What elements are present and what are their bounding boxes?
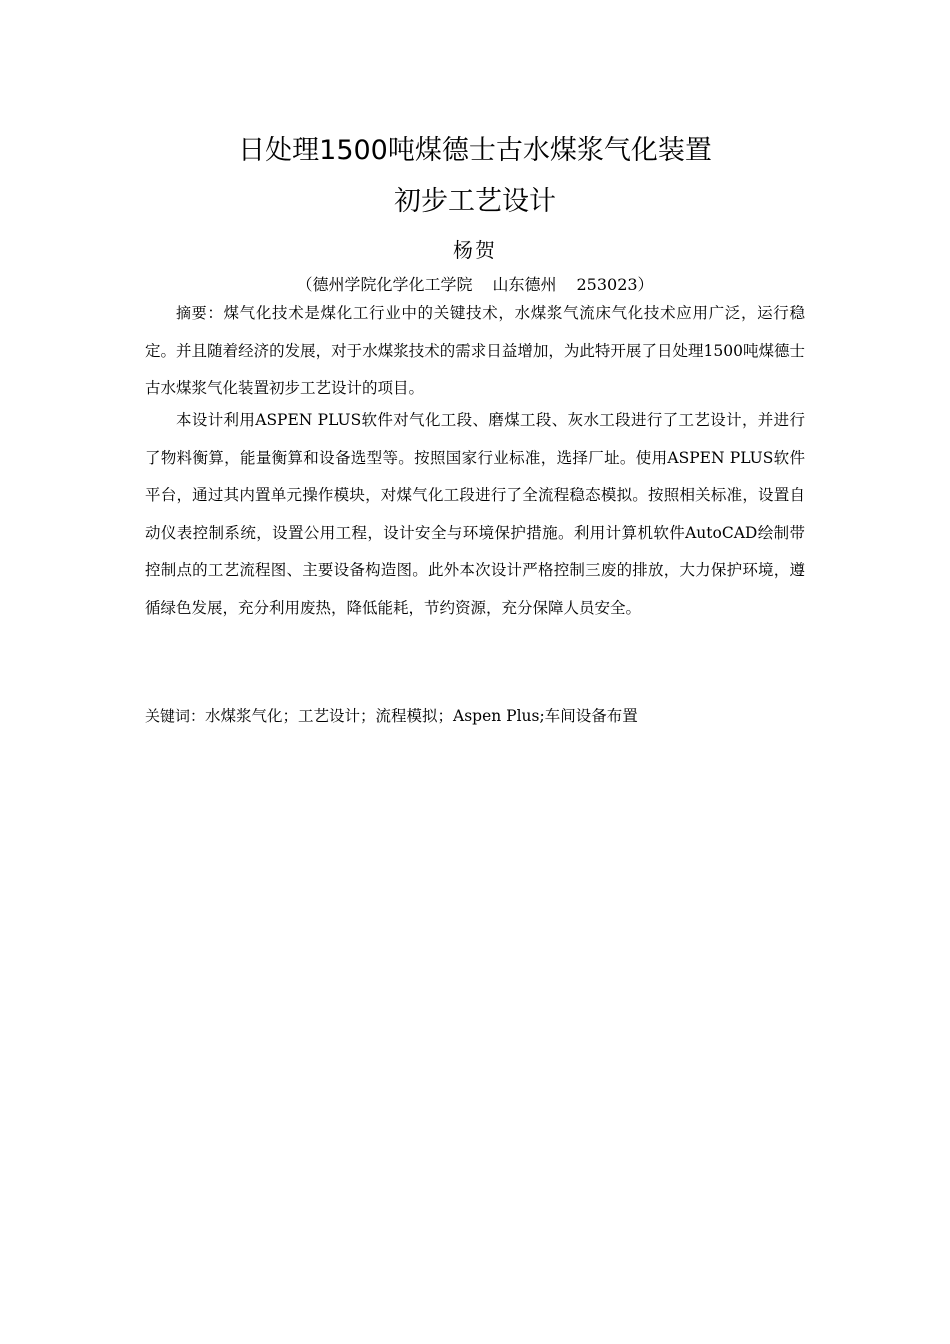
keywords-label: 关键词： [145,707,206,725]
paper-title-line-2: 初步工艺设计 [394,186,556,217]
author-affiliation [0,273,950,297]
keywords-line [145,702,805,730]
paper-title-line-1: 日处理1500吨煤德士古水煤浆气化装置 [238,135,712,166]
abstract-section [145,295,805,408]
author-name: 杨贺 [453,238,497,262]
affiliation-institution: （德州学院化学化工学院 [296,275,473,294]
abstract-paragraph-2: 本设计利用ASPEN PLUS软件对气化工段、磨煤工段、灰水工段进行了工艺设计，并进行了物料衡算，能量衡算和设备选型等。按照国家行业标准，选择厂址。使用ASPEN PLUS软件平台，通过其内置单元操作模块，对煤气化工段进行了全流程稳态模拟。按照相关标准，设置自动仪表控制系统，设置公用工程，设计安全与环境保护措施。利用计算机软件AutoCAD绘制带控制点的工艺流程图、主要设备构造图。此外本次设计严格控制三废的排放，大力保护环境，遵循绿色发展，充分利用废热，降低能耗，节约资源，充分保障人员安全。 [145,411,805,617]
affiliation-postcode: 253023） [576,275,654,294]
keywords-text: 水煤浆气化；工艺设计；流程模拟；Aspen Plus;车间设备布置 [205,707,638,725]
abstract-section-continued [145,402,805,627]
abstract-text: 煤气化技术是煤化工行业中的关键技术，水煤浆气流床气化技术应用广泛，运行稳定。并且随着经济的发展，对于水煤浆技术的需求日益增加，为此特开展了日处理1500吨煤德士古水煤浆气化装置初步工艺设计的项目。 [145,304,805,397]
affiliation-location: 山东德州 [492,275,557,294]
abstract-label: 摘要 [176,304,208,322]
abstract-paragraph [145,295,805,408]
abstract-separator: ： [207,304,224,322]
